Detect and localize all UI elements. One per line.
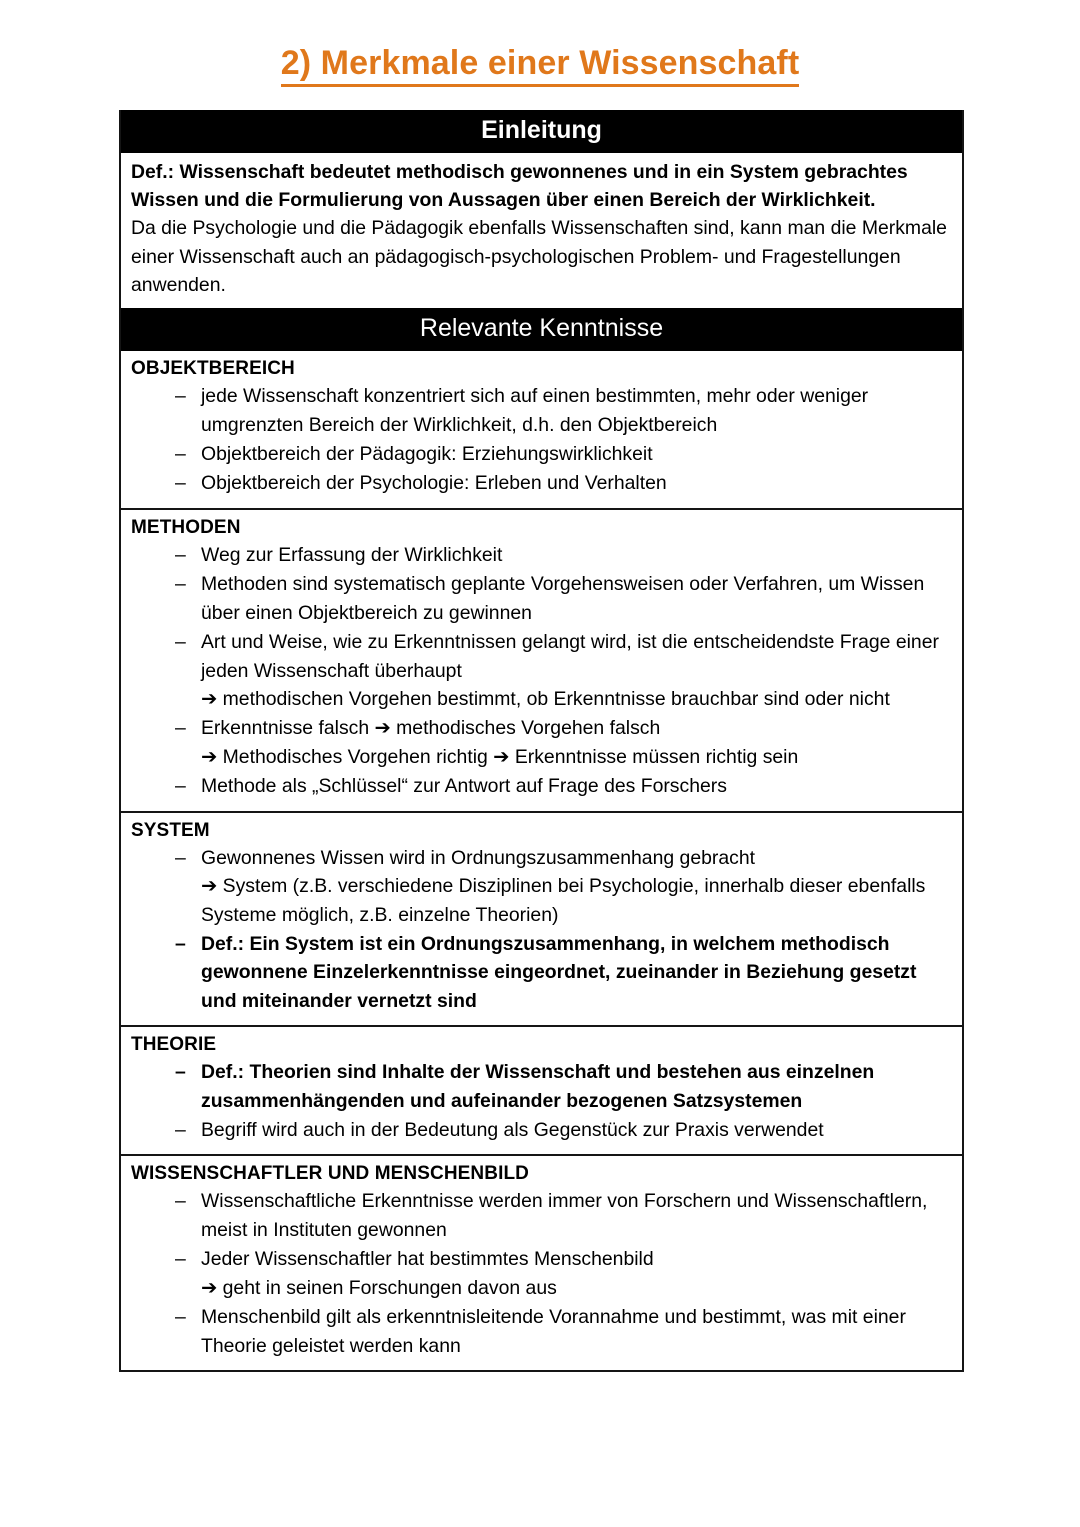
intro-definition: Def.: Wissenschaft bedeutet methodisch gewonnenes und in ein System gebrachtes Wissen und die Formulierung von Aussagen über einen Bereich der Wirklichkeit. bbox=[131, 161, 908, 212]
list-item bbox=[131, 1245, 950, 1302]
section-band-relevante-kenntnisse: Relevante Kenntnisse bbox=[121, 308, 962, 351]
content-section bbox=[121, 813, 962, 1028]
page-title bbox=[0, 0, 1080, 87]
content-section bbox=[121, 1156, 962, 1370]
page-title-text: 2) Merkmale einer Wissenschaft bbox=[281, 44, 800, 87]
section-heading: WISSENSCHAFTLER UND MENSCHENBILD bbox=[131, 1163, 529, 1185]
list-item bbox=[131, 1058, 950, 1115]
section-heading: OBJEKTBEREICH bbox=[131, 358, 295, 380]
list-item bbox=[131, 772, 950, 800]
section-bullet-list bbox=[131, 541, 950, 801]
content-table bbox=[119, 110, 964, 1372]
list-item-text: Objektbereich der Pädagogik: Erziehungswirklichkeit bbox=[201, 443, 653, 466]
list-item-text: jede Wissenschaft konzentriert sich auf einen bestimmten, mehr oder weniger umgrenzten Bereich der Wirklichkeit, d.h. den Objektbereich bbox=[201, 385, 869, 436]
content-section bbox=[121, 510, 962, 813]
bullet-dash-icon: – bbox=[175, 717, 186, 740]
list-item-text: Wissenschaftliche Erkenntnisse werden immer von Forschern und Wissenschaftlern, meist in Instituten gewonnen bbox=[201, 1190, 928, 1241]
list-item bbox=[131, 1187, 950, 1244]
list-item-text: Methode als „Schlüssel“ zur Antwort auf Frage des Forschers bbox=[201, 775, 727, 798]
bullet-dash-icon: – bbox=[175, 443, 186, 466]
list-item-text: Weg zur Erfassung der Wirklichkeit bbox=[201, 543, 503, 566]
list-item bbox=[131, 1303, 950, 1360]
content-section bbox=[121, 351, 962, 510]
list-item-text: Menschenbild gilt als erkenntnisleitende Vorannahme und bestimmt, was mit einer Theorie geleistet werden kann bbox=[201, 1306, 906, 1357]
list-item bbox=[131, 714, 950, 771]
list-item-text: Art und Weise, wie zu Erkenntnissen gelangt wird, ist die entscheidendste Frage einer jeden Wissenschaft überhaupt bbox=[201, 631, 939, 682]
bullet-dash-icon: – bbox=[175, 1306, 186, 1329]
list-item-text: Objektbereich der Psychologie: Erleben und Verhalten bbox=[201, 472, 667, 495]
section-bullet-list bbox=[131, 382, 950, 498]
section-heading: SYSTEM bbox=[131, 819, 210, 841]
list-item-text: Erkenntnisse falsch ➔ methodisches Vorgehen falsch bbox=[201, 717, 661, 740]
bullet-dash-icon: – bbox=[175, 1061, 186, 1084]
section-bullet-list bbox=[131, 844, 950, 1016]
section-heading: THEORIE bbox=[131, 1034, 217, 1056]
bullet-dash-icon: – bbox=[175, 775, 186, 798]
bullet-dash-icon: – bbox=[175, 932, 186, 955]
section-bullet-list bbox=[131, 1187, 950, 1360]
bullet-dash-icon: – bbox=[175, 846, 186, 869]
list-item bbox=[131, 382, 950, 439]
list-item bbox=[131, 541, 950, 569]
list-item-text: Gewonnenes Wissen wird in Ordnungszusammenhang gebracht bbox=[201, 846, 756, 869]
list-item-subline: ➔ methodischen Vorgehen bestimmt, ob Erkenntnisse brauchbar sind oder nicht bbox=[201, 687, 890, 710]
list-item-text: Def.: Theorien sind Inhalte der Wissenschaft und bestehen aus einzelnen zusammenhängenden und aufeinander bezogenen Satzsystemen bbox=[201, 1061, 875, 1112]
list-item bbox=[131, 440, 950, 468]
bullet-dash-icon: – bbox=[175, 543, 186, 566]
bullet-dash-icon: – bbox=[175, 385, 186, 408]
section-band-einleitung: Einleitung bbox=[121, 110, 962, 153]
section-heading: METHODEN bbox=[131, 516, 241, 538]
list-item bbox=[131, 628, 950, 713]
bullet-dash-icon: – bbox=[175, 573, 186, 596]
list-item-text: Methoden sind systematisch geplante Vorgehensweisen oder Verfahren, um Wissen über einen Objektbereich zu gewinnen bbox=[201, 573, 925, 624]
list-item-text: Def.: Ein System ist ein Ordnungszusammenhang, in welchem methodisch gewonnene Einzelerkenntnisse eingeordnet, zueinander in Beziehung gesetzt und miteinander vernetzt sind bbox=[201, 932, 917, 1012]
bullet-dash-icon: – bbox=[175, 1119, 186, 1142]
bullet-dash-icon: – bbox=[175, 1248, 186, 1271]
sections-container bbox=[121, 351, 962, 1370]
bullet-dash-icon: – bbox=[175, 631, 186, 654]
list-item-subline: ➔ geht in seinen Forschungen davon aus bbox=[201, 1276, 557, 1299]
list-item bbox=[131, 844, 950, 929]
list-item-text: Begriff wird auch in der Bedeutung als Gegenstück zur Praxis verwendet bbox=[201, 1119, 824, 1142]
list-item-text: Jeder Wissenschaftler hat bestimmtes Menschenbild bbox=[201, 1248, 654, 1271]
list-item-subline: ➔ System (z.B. verschiedene Disziplinen bei Psychologie, innerhalb dieser ebenfalls Systeme möglich, z.B. einzelne Theorien) bbox=[201, 875, 926, 926]
list-item bbox=[131, 1116, 950, 1144]
list-item bbox=[131, 469, 950, 497]
intro-note: Da die Psychologie und die Pädagogik ebenfalls Wissenschaften sind, kann man die Merkmale einer Wissenschaft auch an pädagogisch-psychologischen Problem- und Fragestellungen anwenden. bbox=[131, 217, 947, 296]
section-bullet-list bbox=[131, 1058, 950, 1144]
list-item bbox=[131, 570, 950, 627]
list-item-subline: ➔ Methodisches Vorgehen richtig ➔ Erkenntnisse müssen richtig sein bbox=[201, 745, 799, 768]
list-item bbox=[131, 930, 950, 1015]
content-section bbox=[121, 1027, 962, 1156]
bullet-dash-icon: – bbox=[175, 1190, 186, 1213]
bullet-dash-icon: – bbox=[175, 472, 186, 495]
intro-block bbox=[121, 153, 962, 308]
